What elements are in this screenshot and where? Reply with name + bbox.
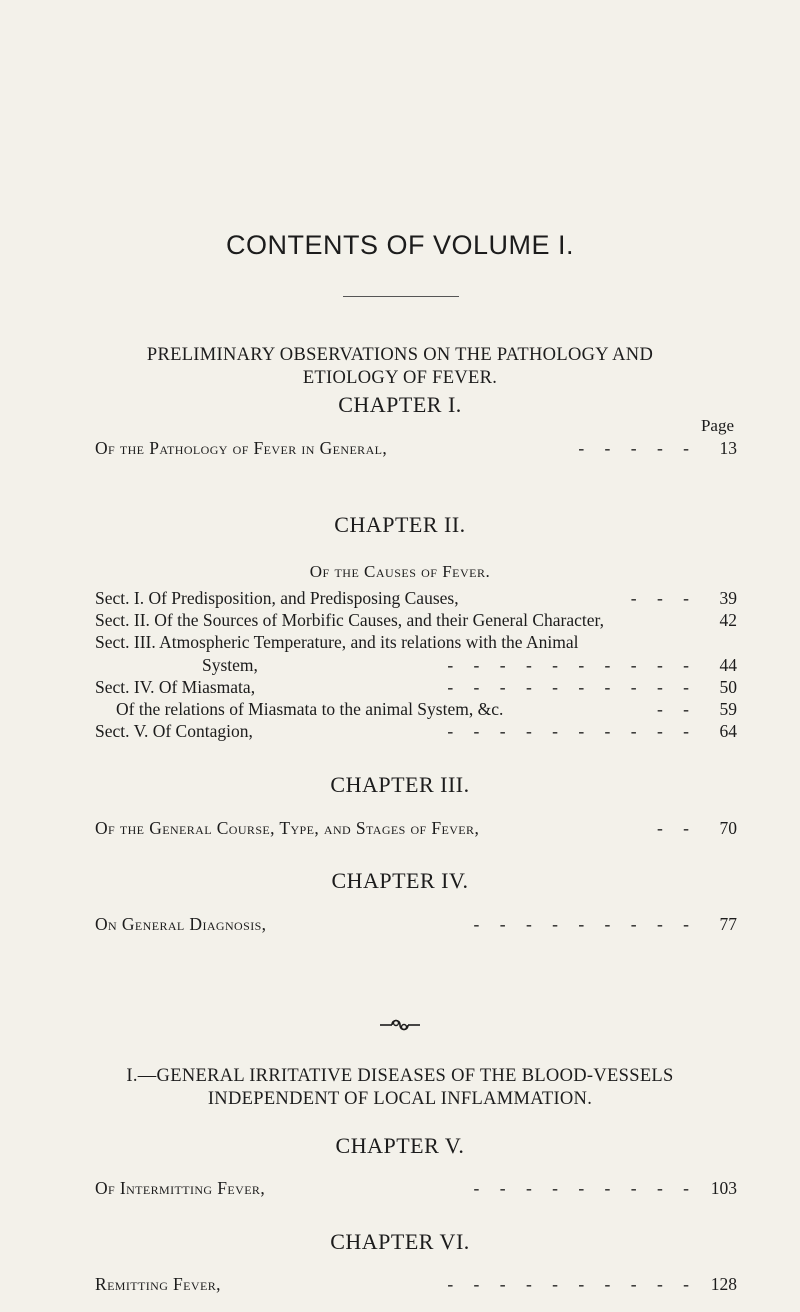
chapter-2-heading: CHAPTER II. [334, 512, 466, 537]
entry-title: Sect. V. Of Contagion, [95, 721, 253, 741]
entry-title: Of the General Course, Type, and Stages of Fever, [95, 818, 480, 838]
leader-dashes: - - - - - - - - - - [447, 677, 697, 697]
part2-title-line2: INDEPENDENT OF LOCAL INFLAMMATION. [207, 1089, 593, 1109]
fleuron-ornament-icon [378, 1016, 422, 1034]
entry-title: On General Diagnosis, [95, 914, 267, 934]
entry-title: Of the relations of Miasmata to the animal System, &c. [116, 699, 504, 719]
entry-page: 103 [710, 1178, 737, 1198]
toc-entry[interactable] [95, 631, 737, 653]
entry-page: 13 [719, 438, 737, 458]
chapter-6-heading: CHAPTER VI. [330, 1229, 470, 1254]
chapter-3-heading: CHAPTER III. [330, 772, 470, 797]
leader-dashes: - - - - - [578, 438, 697, 458]
toc-entry[interactable] [95, 1177, 737, 1199]
leader-dashes: - - [656, 818, 697, 838]
toc-entry-continuation[interactable] [95, 654, 737, 676]
toc-entry[interactable] [95, 720, 737, 742]
toc-entry[interactable] [95, 698, 737, 720]
leader-dashes: - - - - - - - - - - [447, 655, 697, 675]
toc-entry[interactable] [95, 437, 737, 459]
title-rule [343, 296, 459, 297]
entry-page: 50 [719, 677, 737, 697]
entry-title: Sect. III. Atmospheric Temperature, and its relations with the Animal [95, 632, 579, 652]
entry-page: 42 [719, 610, 737, 630]
toc-entry[interactable] [95, 676, 737, 698]
leader-dashes: - - [656, 699, 697, 719]
chapter-5-heading: CHAPTER V. [335, 1133, 465, 1158]
toc-entry[interactable] [95, 609, 737, 631]
leader-dashes: - - - [630, 588, 697, 608]
leader-dashes: - - - - - - - - - [473, 914, 697, 934]
toc-entry[interactable] [95, 587, 737, 609]
entry-title: Sect. IV. Of Miasmata, [95, 677, 256, 697]
chapter-1-heading: CHAPTER I. [338, 392, 462, 417]
toc-entry[interactable] [95, 817, 737, 839]
entry-page: 70 [719, 818, 737, 838]
page-title: CONTENTS OF VOLUME I. [225, 230, 575, 260]
chapter-2-subheading: Of the Causes of Fever. [309, 562, 491, 581]
part2-title-line1: I.—GENERAL IRRITATIVE DISEASES OF THE BLOOD-VESSELS [126, 1066, 674, 1086]
entry-title: Of Intermitting Fever, [95, 1178, 266, 1198]
leader-dashes: - - - - - - - - - - [447, 1274, 697, 1294]
entry-page: 39 [719, 588, 737, 608]
entry-page: 64 [719, 721, 737, 741]
leader-dashes: - - - - - - - - - - [447, 721, 697, 741]
entry-title: Of the Pathology of Fever in General, [95, 438, 388, 458]
entry-title: Remitting Fever, [95, 1274, 221, 1294]
entry-title: Sect. II. Of the Sources of Morbific Causes, and their General Character, [95, 610, 605, 630]
entry-page: 59 [719, 699, 737, 719]
toc-entry[interactable] [95, 913, 737, 935]
toc-entry[interactable] [95, 1273, 737, 1295]
entry-page: 44 [719, 655, 737, 675]
entry-title: Sect. I. Of Predisposition, and Predisposing Causes, [95, 588, 459, 608]
part1-title-line1: PRELIMINARY OBSERVATIONS ON THE PATHOLOGY AND [146, 345, 654, 365]
entry-page: 128 [710, 1274, 737, 1294]
entry-page: 77 [719, 914, 737, 934]
entry-title: System, [202, 655, 258, 675]
part1-title-line2: ETIOLOGY OF FEVER. [302, 368, 498, 388]
leader-dashes: - - - - - - - - - [473, 1178, 697, 1198]
page-column-label: Page [700, 416, 734, 435]
chapter-4-heading: CHAPTER IV. [331, 868, 469, 893]
